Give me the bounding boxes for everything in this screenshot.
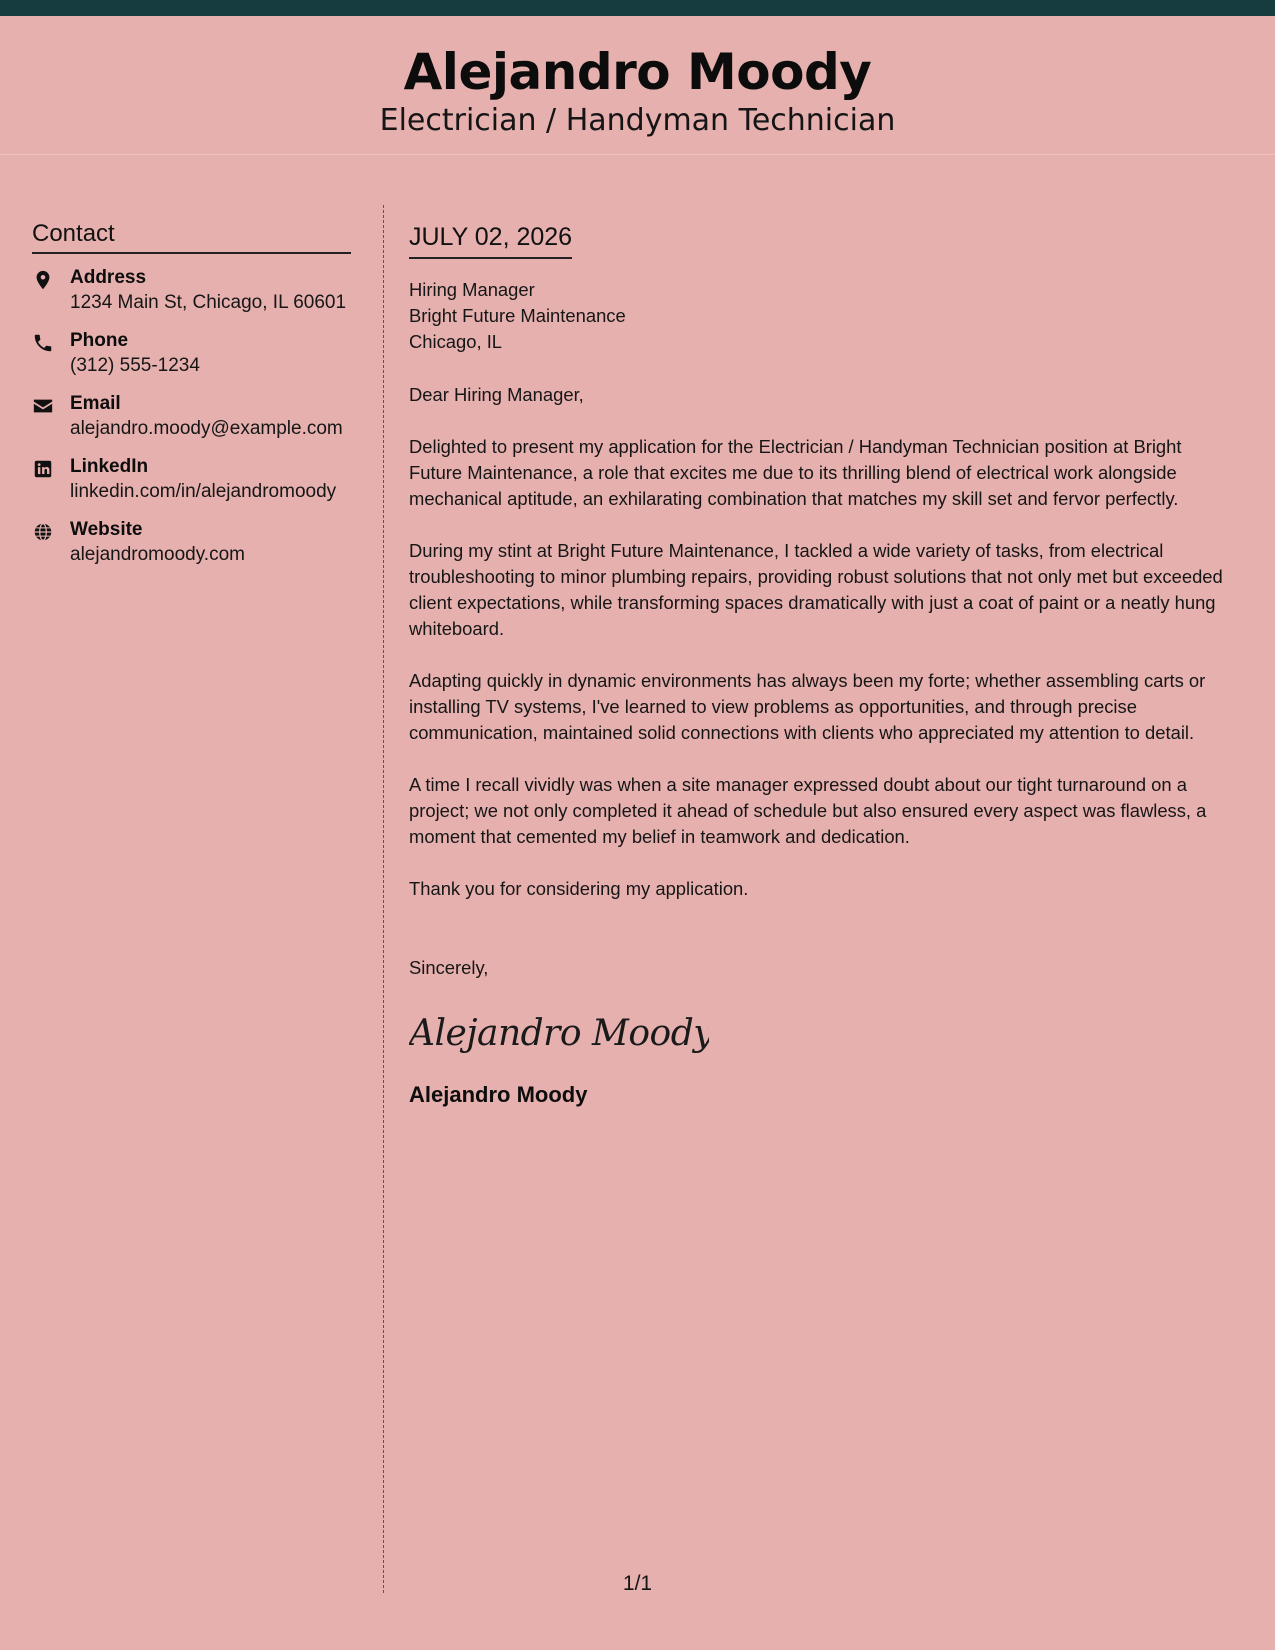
salutation: Dear Hiring Manager, (409, 384, 584, 405)
svg-text:Alejandro Moody: Alejandro Moody (409, 1013, 709, 1054)
page-number: 1/1 (622, 1572, 653, 1595)
letter-paragraph: Thank you for considering my application. (409, 878, 749, 899)
contact-label: Phone (70, 330, 129, 351)
contact-value: linkedin.com/in/alejandromoody (70, 481, 337, 502)
phone-icon (32, 332, 54, 354)
applicant-name: Alejandro Moody (403, 43, 872, 101)
contact-item-phone (32, 329, 351, 392)
letter-paragraph: A time I recall vividly was when a site manager expressed doubt about our tight turnaround on a project; we not only completed it ahead of schedule but also ensured every aspect was flawless, a moment that cemented my belief in teamwork and dedication. (409, 774, 1207, 847)
recipient-line: Chicago, IL (409, 331, 503, 352)
letter-paragraph: Delighted to present my application for the Electrician / Handyman Technician position at Bright Future Maintenance, a role that excites me due to its thrilling blend of electrical work alongside mechanical aptitude, an exhilarating combination that matches my skill set and fervor perfectly. (409, 436, 1182, 509)
letter-date: JULY 02, 2026 (409, 220, 572, 259)
contact-heading: Contact (32, 218, 351, 254)
contact-label: Email (70, 393, 121, 414)
letter-body (409, 220, 1229, 1110)
letter-paragraph: Adapting quickly in dynamic environments has always been my forte; whether assembling carts or installing TV systems, I've learned to view problems as opportunities, and through precise communication, maintained solid connections with clients who appreciated my attention to detail. (409, 670, 1206, 743)
recipient-block (409, 277, 1229, 355)
contact-label: LinkedIn (70, 456, 149, 477)
envelope-icon (32, 395, 54, 417)
page-header (0, 16, 1275, 155)
contact-item-address (32, 266, 351, 329)
top-accent-bar (0, 0, 1275, 16)
linkedin-icon (32, 458, 54, 480)
applicant-title: Electrician / Handyman Technician (379, 103, 896, 138)
handwritten-signature (409, 1001, 709, 1061)
contact-value: alejandro.moody@example.com (70, 418, 343, 439)
column-divider (383, 205, 384, 1593)
contact-value: (312) 555-1234 (70, 355, 200, 376)
globe-icon (32, 521, 54, 543)
closing: Sincerely, (409, 957, 489, 978)
signed-name: Alejandro Moody (409, 1082, 588, 1107)
contact-sidebar (32, 218, 351, 581)
contact-item-website (32, 518, 351, 581)
map-pin-icon (32, 269, 54, 291)
contact-label: Website (70, 519, 143, 540)
contact-item-email (32, 392, 351, 455)
contact-label: Address (70, 267, 147, 288)
contact-value: alejandromoody.com (70, 544, 245, 565)
contact-value: 1234 Main St, Chicago, IL 60601 (70, 292, 347, 313)
contact-item-linkedin (32, 455, 351, 518)
recipient-line: Bright Future Maintenance (409, 305, 626, 326)
recipient-line: Hiring Manager (409, 279, 535, 300)
letter-paragraph: During my stint at Bright Future Maintenance, I tackled a wide variety of tasks, from electrical troubleshooting to minor plumbing repairs, providing robust solutions that not only met but exceeded client expectations, while transforming spaces dramatically with just a coat of paint or a neatly hung whiteboard. (409, 540, 1223, 639)
